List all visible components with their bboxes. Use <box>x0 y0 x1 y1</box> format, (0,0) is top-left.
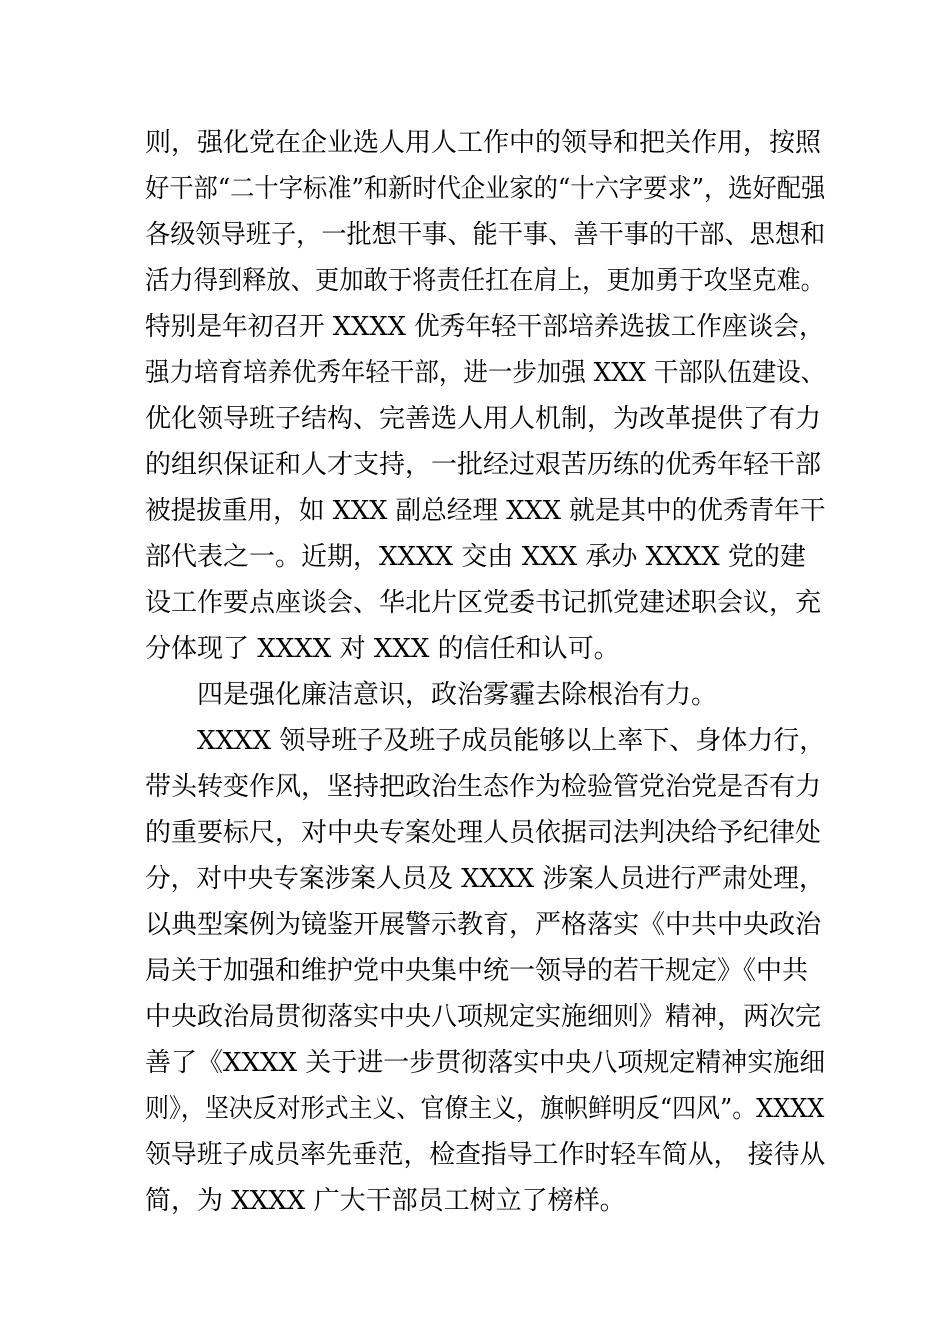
text-line: 领导班子成员率先垂范，检查指导工作时轻车简从， 接待从 <box>145 1140 826 1170</box>
text-line: 好干部“二十字标准”和新时代企业家的“十六字要求”，选好配强 <box>145 174 826 204</box>
text-line: 以典型案例为镜鉴开展警示教育，严格落实《中共中央政治 <box>145 910 822 940</box>
text-line: 的组织保证和人才支持，一批经过艰苦历练的优秀年轻干部 <box>145 450 822 480</box>
body-text <box>145 120 825 1224</box>
text-line: 设工作要点座谈会、华北片区党委书记抓党建述职会议，充 <box>145 588 822 618</box>
text-line: 简，为 XXXX 广大干部员工树立了榜样。 <box>145 1186 626 1216</box>
paragraph-first-line: 四是强化廉洁意识，政治雾霾去除根治有力。 <box>197 680 718 710</box>
text-line: 优化领导班子结构、完善选人用人机制，为改革提供了有力 <box>145 404 822 434</box>
text-line: 分，对中央专案涉案人员及 XXXX 涉案人员进行严肃处理， <box>145 864 825 894</box>
text-line: 的重要标尺，对中央专案处理人员依据司法判决给予纪律处 <box>145 818 822 848</box>
text-line: 部代表之一。近期，XXXX 交由 XXX 承办 XXXX 党的建 <box>145 542 806 572</box>
paragraph-first-line: XXXX 领导班子及班子成员能够以上率下、身体力行， <box>197 726 826 756</box>
text-line: 中央政治局贯彻落实中央八项规定实施细则》精神，两次完 <box>145 1002 822 1032</box>
text-line: 强力培育培养优秀年轻干部，进一步加强 XXX 干部队伍建设、 <box>145 358 826 388</box>
text-line: 分体现了 XXXX 对 XXX 的信任和认可。 <box>145 634 620 664</box>
text-line: 被提拔重用，如 XXX 副总经理 XXX 就是其中的优秀青年干 <box>145 496 826 526</box>
text-line: 则，强化党在企业选人用人工作中的领导和把关作用，按照 <box>145 128 822 158</box>
text-line: 则》，坚决反对形式主义、官僚主义，旗帜鲜明反“四风”。XXXX <box>145 1094 825 1124</box>
text-line: 善了《XXXX 关于进一步贯彻落实中央八项规定精神实施细 <box>145 1048 826 1078</box>
text-line: 各级领导班子，一批想干事、能干事、善干事的干部、思想和 <box>145 220 826 250</box>
text-line: 活力得到释放、更加敢于将责任扛在肩上，更加勇于攻坚克难。 <box>145 266 825 296</box>
text-line: 局关于加强和维护党中央集中统一领导的若干规定》《中共 <box>145 956 809 986</box>
text-line: 带头转变作风，坚持把政治生态作为检验管党治党是否有力 <box>145 772 822 802</box>
text-line: 特别是年初召开 XXXX 优秀年轻干部培养选拔工作座谈会， <box>145 312 825 342</box>
